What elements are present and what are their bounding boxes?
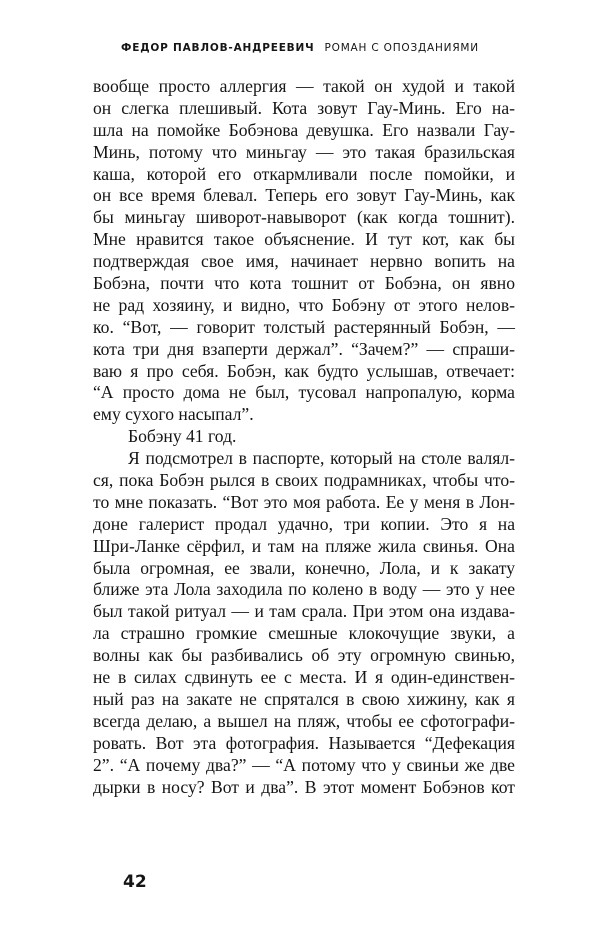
text-line: ко. “Вот, — говорит толстый растерянный Бобэн, — xyxy=(93,316,515,337)
header-author: ФЕДОР ПАВЛОВ-АНДРЕЕВИЧ xyxy=(121,42,315,54)
text-line: “А просто дома не был, тусовал напропалую, корма xyxy=(93,382,515,403)
text-line: ближе эта Лола заходила по колено в воду — это у нее xyxy=(93,579,515,600)
text-line: бы миньгау шиворот-навыворот (как когда тошнит). xyxy=(93,207,515,228)
text-line: каша, которой его откармливали после помойки, и xyxy=(93,163,515,184)
text-line: Бобэна, почти что кота тошнит от Бобэна, он явно xyxy=(93,273,515,294)
text-line: Бобэну 41 год. xyxy=(128,426,237,447)
text-line: вообще просто аллергия — такой он худой и такой xyxy=(93,76,515,96)
text-line: 2”. “А почему два?” — “А потому что у свиньи же две xyxy=(93,754,515,775)
text-line: ла страшно громкие смешные клокочущие звуки, а xyxy=(93,623,515,644)
text-line: он слегка плешивый. Кота зовут Гау-Минь. Его на- xyxy=(93,97,515,118)
page-number: 42 xyxy=(123,872,147,892)
text-line: Шри-Ланке сёрфил, и там на пляже жила свинья. Она xyxy=(93,535,515,556)
text-line: кота три дня взаперти держал”. “Зачем?” — спраши- xyxy=(93,338,515,359)
text-line: был такой ритуал — и там срала. При этом она издава- xyxy=(93,601,515,622)
text-line: то мне показать. “Вот это моя работа. Ее у меня в Лон- xyxy=(93,491,515,512)
text-line: ровать. Вот эта фотография. Называется “Дефекация xyxy=(93,732,515,753)
text-line: дырки в носу? Вот и два”. В этот момент Бобэнов кот xyxy=(93,776,515,797)
text-line: не рад хозяину, и видно, что Бобэну от этого нелов- xyxy=(93,294,515,315)
text-line: Я подсмотрел в паспорте, который на столе валял- xyxy=(128,448,515,469)
text-line: доне галерист продал удачно, три копии. Это я на xyxy=(93,513,515,534)
text-line: была огромная, ее звали, конечно, Лола, и к закату xyxy=(93,557,515,578)
header-book-title: РОМАН С ОПОЗДАНИЯМИ xyxy=(324,42,479,54)
text-line: ся, пока Бобэн рылся в своих подрамниках, чтобы что- xyxy=(93,470,515,491)
text-line: Минь, потому что миньгау — это такая бразильская xyxy=(93,141,515,162)
text-line: ваю я про себя. Бобэн, как будто услышав, отвечает: xyxy=(93,360,515,381)
running-header xyxy=(0,42,600,54)
text-line: всегда делаю, а вышел на пляж, чтобы ее сфотографи- xyxy=(93,710,515,731)
text-line: ему сухого насыпал”. xyxy=(93,404,254,425)
text-line: шла на помойке Бобэнова девушка. Его назвали Гау- xyxy=(93,119,515,140)
text-line: не в силах сдвинуть ее с места. И я один-единствен- xyxy=(93,667,515,688)
text-line: подтверждая свое имя, начинает нервно вопить на xyxy=(93,251,515,272)
text-line: волны как бы разбивались об эту огромную свинью, xyxy=(93,645,515,666)
text-line: он все время блевал. Теперь его зовут Гау-Минь, как xyxy=(93,185,515,206)
text-line: ный раз на закате не спрятался в свою хижину, как я xyxy=(93,688,515,709)
page-body-text xyxy=(93,76,515,798)
text-line: Мне нравится такое объяснение. И тут кот, как бы xyxy=(93,229,515,250)
